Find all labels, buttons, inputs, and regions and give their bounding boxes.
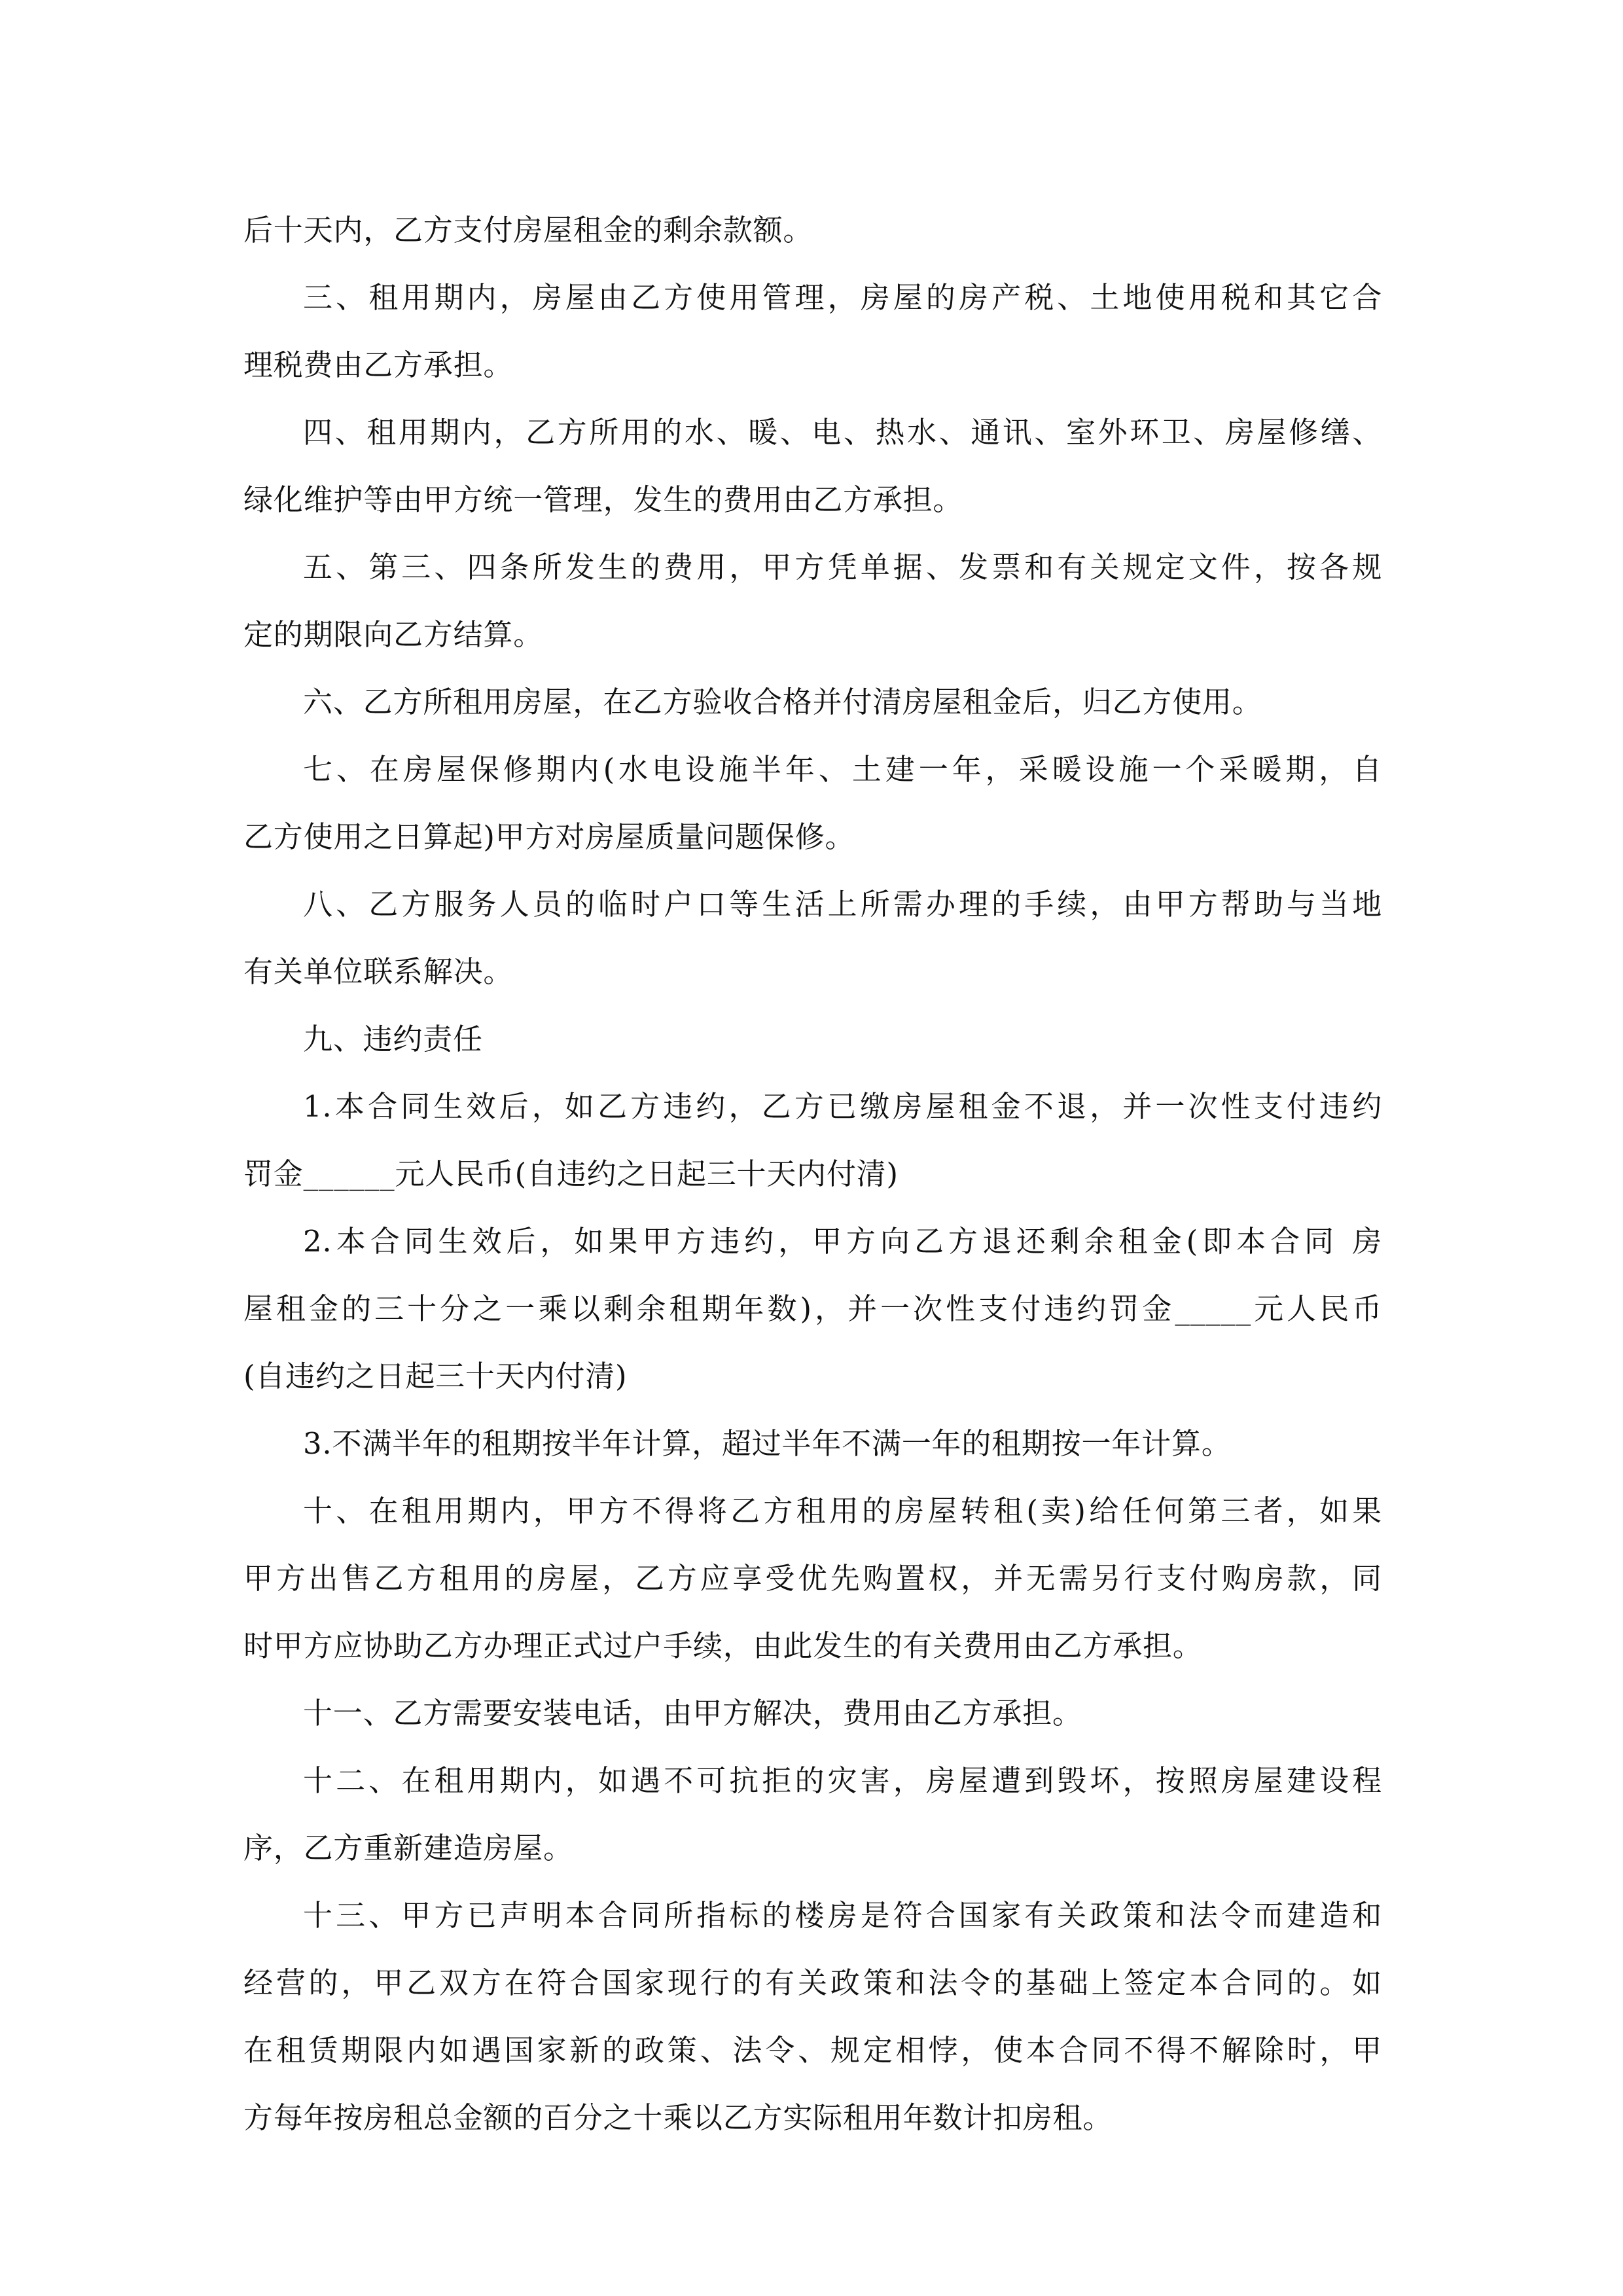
text-line: 3.不满半年的租期按半年计算，超过半年不满一年的租期按一年计算。 xyxy=(303,1426,1232,1461)
text-line: 甲方出售乙方租用的房屋，乙方应享受优先购置权，并无需另行支付购房款，同 xyxy=(243,1561,1382,1596)
text-line: 十、在租用期内，甲方不得将乙方租用的房屋转租(卖)给任何第三者，如果 xyxy=(303,1494,1382,1528)
text-line: 七、在房屋保修期内(水电设施半年、土建一年，采暖设施一个采暖期，自 xyxy=(303,752,1382,787)
text-line: 四、租用期内，乙方所用的水、暖、电、热水、通讯、室外环卫、房屋修缮、 xyxy=(303,415,1382,450)
text-line: 方每年按房租总金额的百分之十乘以乙方实际租用年数计扣房租。 xyxy=(243,2100,1113,2135)
text-line: 十二、在租用期内，如遇不可抗拒的灾害，房屋遭到毁坏，按照房屋建设程 xyxy=(303,1763,1382,1798)
contract-body xyxy=(243,196,1382,2151)
text-line: 定的期限向乙方结算。 xyxy=(243,617,544,652)
text-line: 十一、乙方需要安装电话，由甲方解决，费用由乙方承担。 xyxy=(303,1696,1082,1731)
text-line: (自违约之日起三十天内付清) xyxy=(243,1359,628,1393)
text-line: 屋租金的三十分之一乘以剩余租期年数)，并一次性支付违约罚金_____元人民币 xyxy=(243,1291,1382,1326)
text-line: 理税费由乙方承担。 xyxy=(243,348,514,382)
text-line: 在租赁期限内如遇国家新的政策、法令、规定相悖，使本合同不得不解除时，甲 xyxy=(243,2033,1382,2068)
text-line: 经营的，甲乙双方在符合国家现行的有关政策和法令的基础上签定本合同的。如 xyxy=(243,1965,1382,2000)
text-line: 有关单位联系解决。 xyxy=(243,954,514,989)
text-line: 九、违约责任 xyxy=(303,1022,483,1056)
text-line: 1.本合同生效后，如乙方违约，乙方已缴房屋租金不退，并一次性支付违约 xyxy=(303,1089,1382,1124)
text-line: 三、租用期内，房屋由乙方使用管理，房屋的房产税、土地使用税和其它合 xyxy=(303,280,1382,315)
text-line: 序，乙方重新建造房屋。 xyxy=(243,1831,573,1865)
text-line: 五、第三、四条所发生的费用，甲方凭单据、发票和有关规定文件，按各规 xyxy=(303,550,1382,584)
text-line: 2.本合同生效后，如果甲方违约，甲方向乙方退还剩余租金(即本合同 房 xyxy=(303,1224,1382,1259)
text-line: 十三、甲方已声明本合同所指标的楼房是符合国家有关政策和法令而建造和 xyxy=(303,1898,1382,1933)
text-line: 六、乙方所租用房屋，在乙方验收合格并付清房屋租金后，归乙方使用。 xyxy=(303,685,1262,719)
text-line: 罚金______元人民币(自违约之日起三十天内付清) xyxy=(243,1157,899,1191)
text-line: 乙方使用之日算起)甲方对房屋质量问题保修。 xyxy=(243,819,855,854)
text-line: 后十天内，乙方支付房屋租金的剩余款额。 xyxy=(243,213,813,247)
text-line: 八、乙方服务人员的临时户口等生活上所需办理的手续，由甲方帮助与当地 xyxy=(303,887,1382,922)
text-line: 时甲方应协助乙方办理正式过户手续，由此发生的有关费用由乙方承担。 xyxy=(243,1628,1203,1663)
text-line: 绿化维护等由甲方统一管理，发生的费用由乙方承担。 xyxy=(243,482,963,517)
